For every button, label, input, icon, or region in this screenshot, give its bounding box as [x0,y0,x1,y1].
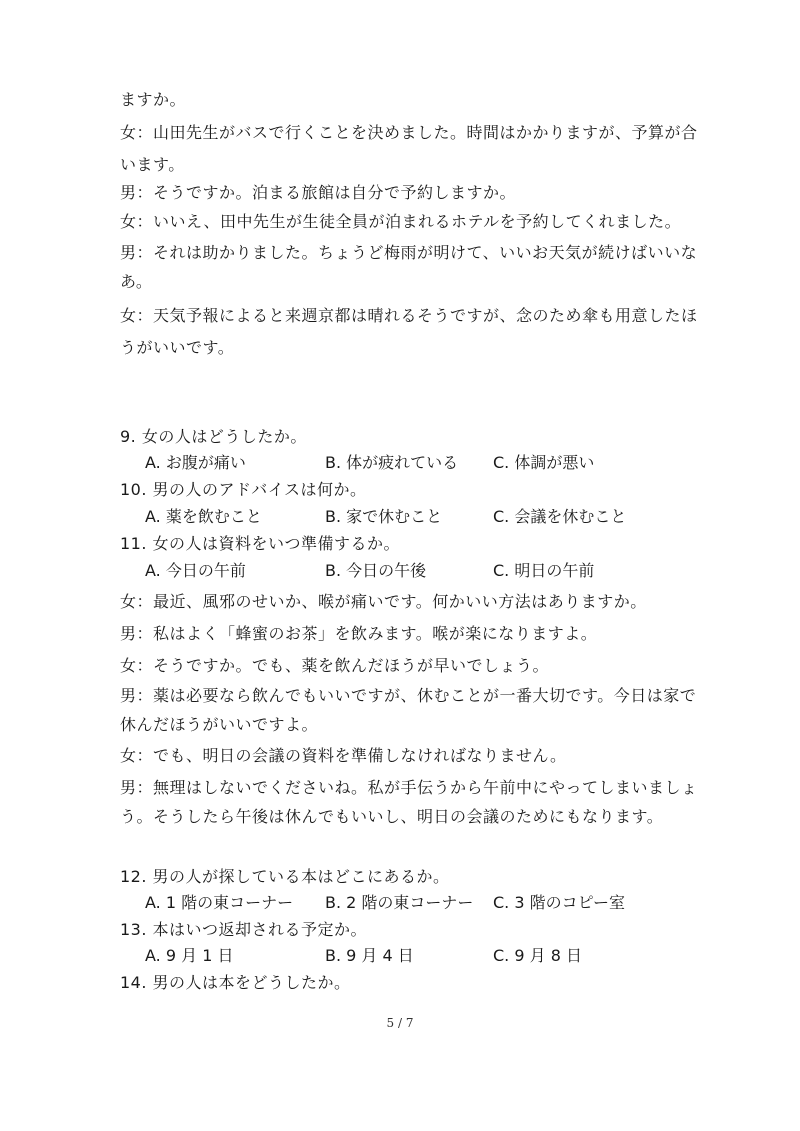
dialogue-line: 女：そうですか。でも、薬を飲んだほうが早いでしょう。 [120,656,550,675]
question-12: 12. 男の人が探している本はどこにあるか。 [120,867,450,886]
dialogue-line: 女：山田先生がバスで行くことを決めました。時間はかかりますが、予算が合 [120,123,698,142]
question-10: 10. 男の人のアドバイスは何か。 [120,480,367,499]
option-10-b: B. 家で休むこと [325,507,443,526]
dialogue-line: 男：そうですか。泊まる旅館は自分で予約しますか。 [120,183,517,202]
option-11-b: B. 今日の午後 [325,561,427,580]
dialogue-line: います。 [120,155,185,174]
option-10-c: C. 会議を休むこと [493,507,627,526]
option-13-b: B. 9 月 4 日 [325,946,414,965]
question-13: 13. 本はいつ返却される予定か。 [120,920,368,939]
dialogue-line: 休んだほうがいいですよ。 [120,715,319,734]
question-11: 11. 女の人は資料をいつ準備するか。 [120,534,401,553]
question-9: 9. 女の人はどうしたか。 [120,427,307,446]
dialogue-line: あ。 [120,272,153,291]
option-12-a: A. 1 階の東コーナー [145,893,294,912]
dialogue-line: 男：薬は必要なら飲んでもいいですが、休むことが一番大切です。今日は家で [120,686,697,705]
option-9-b: B. 体が疲れている [325,453,459,472]
dialogue-line: 女：でも、明日の会議の資料を準備しなければなりません。 [120,746,567,765]
dialogue-line: 男：無理はしないでくださいね。私が手伝うから午前中にやってしまいましょ [120,778,698,797]
option-12-c: C. 3 階のコピー室 [493,893,625,912]
option-9-a: A. お腹が痛い [145,453,246,472]
dialogue-line: ますか。 [120,90,187,109]
option-13-c: C. 9 月 8 日 [493,946,582,965]
dialogue-line: 女：いいえ、田中先生が生徒全員が泊まれるホテルを予約してくれました。 [120,212,682,231]
option-10-a: A. 薬を飲むこと [145,507,262,526]
dialogue-line: うがいいです。 [120,338,235,357]
option-11-a: A. 今日の午前 [145,561,246,580]
dialogue-line: 男：私はよく「蜂蜜のお茶」を飲みます。喉が楽になりますよ。 [120,624,598,643]
option-11-c: C. 明日の午前 [493,561,595,580]
dialogue-line: う。そうしたら午後は休んでもいいし、明日の会議のためにもなります。 [120,807,664,826]
option-9-c: C. 体調が悪い [493,453,595,472]
page-number: 5 / 7 [386,1016,414,1030]
option-13-a: A. 9 月 1 日 [145,946,234,965]
dialogue-line: 男：それは助かりました。ちょうど梅雨が明けて、いいお天気が続けばいいな [120,243,698,262]
option-12-b: B. 2 階の東コーナー [325,893,474,912]
dialogue-line: 女：天気予報によると来週京都は晴れるそうですが、念のため傘も用意したほ [120,306,698,325]
question-14: 14. 男の人は本をどうしたか。 [120,973,351,992]
dialogue-line: 女：最近、風邪のせいか、喉が痛いです。何かいい方法はありますか。 [120,592,647,611]
